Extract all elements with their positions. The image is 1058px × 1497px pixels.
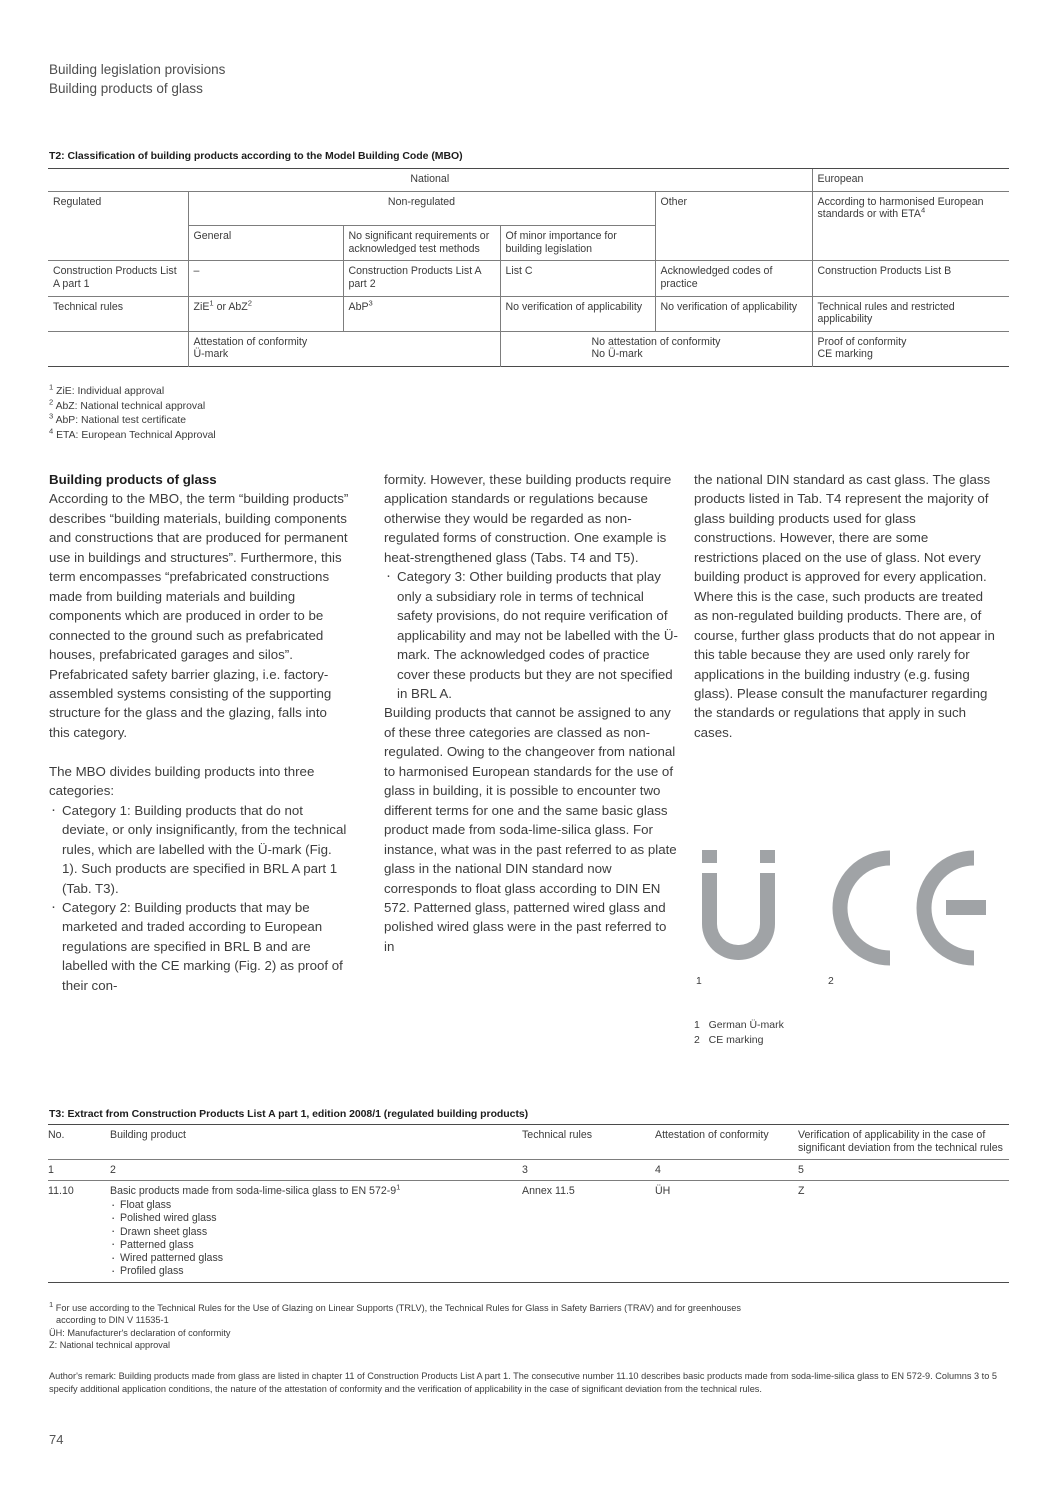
t2-footnote-text: AbZ: National technical approval: [55, 400, 206, 412]
t2-r5-c2-abz: or AbZ: [213, 300, 248, 313]
figure-legend-text: German Ü-mark: [708, 1019, 784, 1031]
t3-product-sup: 1: [396, 1182, 401, 1192]
t3-cell-product: [110, 1181, 522, 1283]
authors-remark: Author's remark: Building products made from glass are listed in chapter 11 of Construction Products List A part 1. The consecutive number 11.10 describes basic products made from soda-lime-silica glass to EN 572-9. Columns 3 to 5 specify additional application conditions, the nature of the attestation of conformity and the verification of applicability in the case of significant deviation from the technical rules.: [49, 1371, 998, 1394]
t3-footnote-1: [49, 1299, 1007, 1314]
table-t2-row-6: [48, 331, 1009, 366]
t2-regulated: Regulated: [48, 191, 188, 226]
t3-colnum-5: 5: [798, 1159, 1009, 1181]
body-paragraph: Building products that cannot be assigned to any of these three categories are classed as non-regulated. Owing to the changeover from national to harmonised European standards for the use of glass in building, it is possible to encounter two different terms for one and the same basic glass product made from soda-lime-silica glass. For instance, what was in the past referred to as plate glass in the national DIN standard now corresponds to float glass according to DIN EN 572. Patterned glass, patterned wired glass and polished wired glass were in the past referred to in: [384, 705, 677, 954]
t3-cell-no: 11.10: [48, 1181, 110, 1283]
body-paragraph: the national DIN standard as cast glass. The glass products listed in Tab. T4 represent the majority of glass building products used for glass constructions. However, there are some restrictions placed on the use of glass. Not every building product is approved for every application. Where this is the case, such products are treated as non-regulated building products. There are, of course, further glass products that do not appear in this table because they are used only rarely for applications in the building industry (e.g. fusing glass). Please consult the manufacturer regarding the standards or regulations that apply in such cases.: [694, 472, 995, 740]
list-item: · Wired patterned glass: [110, 1252, 517, 1265]
table-t2-caption: T2: Classification of building products according to the Model Building Code (MBO): [49, 150, 463, 162]
t2-footnote-text: ETA: European Technical Approval: [56, 429, 216, 441]
body-column-3: [694, 470, 996, 742]
t3-colnum-2: 2: [110, 1159, 522, 1181]
body-column-1: [49, 470, 349, 995]
body-column-2: [384, 470, 678, 956]
table-t2-row-2: [48, 191, 1009, 226]
t2-r4-c6: Construction Products List B: [812, 261, 1009, 296]
table-t2-row-5: [48, 296, 1009, 331]
table-t2: [48, 168, 1009, 367]
t2-r6-proof: [812, 331, 1009, 366]
t2-footnote-text: AbP: National test certificate: [55, 415, 187, 427]
t3-product-text: Basic products made from soda-lime-silica glass to EN 572-9: [110, 1185, 397, 1198]
t2-r6-attestation: [188, 331, 500, 366]
t3-footnote-text: For use according to the Technical Rules for the Use of Glazing on Linear Supports (TRLV), the Technical Rules for Glass in Safety Barriers (TRAV) and for greenhouses: [55, 1303, 741, 1313]
t2-footnote: [49, 382, 216, 400]
t3-colnum-3: 3: [522, 1159, 655, 1181]
t2-footnote-marker: 2: [49, 397, 54, 407]
t3-footnote-cont: according to DIN V 11535-1: [56, 1315, 169, 1326]
t3-cell-attestation: ÜH: [655, 1181, 798, 1283]
list-item: · Profiled glass: [110, 1265, 517, 1278]
t2-european-sup: 4: [920, 205, 926, 215]
table-t3-header-row: [48, 1125, 1009, 1160]
figure-number-2: 2: [828, 976, 834, 987]
t2-group-national: National: [48, 169, 812, 192]
table-t3-bottom-rule: [48, 1283, 1009, 1284]
list-item: · Patterned glass: [110, 1239, 517, 1252]
t2-footnote: [49, 426, 216, 444]
t2-r5-c2-zie: ZiE: [193, 300, 210, 313]
running-head: [49, 60, 225, 98]
t2-r3-european-blank: [812, 226, 1009, 261]
t2-r6-proof-l1: Proof of conformity: [817, 335, 907, 348]
t2-r6-no-attestation: [500, 331, 812, 366]
t2-r6-no-attestation-l1: No attestation of conformity: [591, 335, 721, 348]
figure-marks: [694, 845, 996, 1045]
t2-footnote-text: ZiE: Individual approval: [56, 386, 165, 397]
body-paragraph: The MBO divides building products into three categories:: [49, 763, 315, 799]
t3-footnote-uh: ÜH: Manufacturer's declaration of conformity: [49, 1327, 231, 1338]
t2-r6-attestation-l2: Ü-mark: [193, 348, 229, 361]
t2-r5-c1: Technical rules: [48, 296, 188, 331]
t3-colnum-4: 4: [655, 1159, 798, 1181]
t2-r5-c2-sup1: 1: [209, 298, 214, 308]
t3-header-attestation: Attestation of conformity: [655, 1125, 798, 1160]
table-t2-bottom-rule: [48, 367, 1009, 368]
figure-legend: [694, 1018, 784, 1047]
figure-legend-num: 2: [694, 1033, 700, 1046]
table-t3-number-row: [48, 1159, 1009, 1181]
t2-r3-other-blank: [655, 226, 812, 261]
figure-marks-svg: [694, 845, 996, 980]
t2-r6-no-attestation-l2: No Ü-mark: [591, 348, 643, 361]
t2-r4-c1: Construction Products List A part 1: [48, 261, 188, 296]
t2-other: Other: [655, 191, 812, 226]
section-heading: Building products of glass: [49, 472, 217, 487]
t3-header-no: No.: [48, 1125, 110, 1160]
running-head-line-2: Building products of glass: [49, 81, 203, 96]
t2-r4-c4: List C: [500, 261, 655, 296]
t2-footnote-marker: 1: [49, 382, 54, 392]
list-item: · Polished wired glass: [110, 1212, 517, 1225]
t2-r5-c2: [188, 296, 343, 331]
t2-footnote-marker: 3: [49, 411, 54, 421]
t2-general: General: [188, 226, 343, 261]
table-t2-footnotes: [49, 382, 216, 443]
t2-r4-c5: Acknowledged codes of practice: [655, 261, 812, 296]
t2-bottom-rule-cell: [48, 367, 1009, 368]
t2-r5-c6: Technical rules and restricted applicability: [812, 296, 1009, 331]
t2-non-regulated: Non-regulated: [188, 191, 655, 226]
t3-cell-technical-rules: Annex 11.5: [522, 1181, 655, 1283]
t3-product-list: [110, 1199, 517, 1278]
t2-european-desc-text: According to harmonised European standards or with ETA: [817, 195, 984, 221]
t2-r3-blank: [48, 226, 188, 261]
t2-r5-c5: No verification of applicability: [655, 296, 812, 331]
t2-r5-c3-sup: 3: [368, 298, 373, 308]
ce-e-bar: [946, 900, 986, 915]
body-paragraph: formity. However, these building products require application standards or regulations because otherwise they would be regarded as non-regulated forms of construction. One example is heat-strengthened glass (Tabs. T4 and T5).: [384, 472, 672, 565]
t2-group-european: European: [812, 169, 1009, 192]
t2-r5-c3-abp: AbP: [348, 300, 369, 313]
t3-header-product: Building product: [110, 1125, 522, 1160]
list-item: · Category 3: Other building products that play only a subsidiary role in terms of technical safety provisions, do not require verification of applicability and may not be labelled with the Ü-mark. The acknowledged codes of practice cover these products but they are not specified in BRL A.: [384, 567, 678, 703]
t3-colnum-1: 1: [48, 1159, 110, 1181]
table-row: [48, 1181, 1009, 1283]
t2-minor-importance: Of minor importance for building legislation: [500, 226, 655, 261]
table-t3-caption: T3: Extract from Construction Products List A part 1, edition 2008/1 (regulated building products): [49, 1108, 529, 1120]
t3-cell-verification: Z: [798, 1181, 1009, 1283]
list-item: · Category 1: Building products that do not deviate, or only insignificantly, from the technical rules, which are labelled with the Ü-mark (Fig. 1). Such products are specified in BRL A part 1 (Tab. T3).: [49, 801, 349, 898]
t2-european-desc: [812, 191, 1009, 226]
table-t2-row-4: [48, 261, 1009, 296]
t3-header-verification: Verification of applicability in the case of significant deviation from the technical rules: [798, 1125, 1009, 1160]
t2-r5-c3: [343, 296, 500, 331]
t2-footnote: [49, 397, 216, 415]
t2-r5-c4: No verification of applicability: [500, 296, 655, 331]
t2-r6-proof-l2: CE marking: [817, 348, 873, 361]
body-paragraph: According to the MBO, the term “building products” describes “building materials, building components and constructions that are produced for permanent use in buildings and structures”. Furthermore, this term encompasses “prefabricated constructions made from building materials and building components which are produced in order to be connected to the ground such as prefabricated houses, prefabricated garages and silos”. Prefabricated safety barrier glazing, i.e. factory-assembled systems consisting of the supporting structure for the glass and the glazing, falls into this category.: [49, 491, 349, 740]
t2-r4-c2: –: [188, 261, 343, 296]
t3-footnote-z: Z: National technical approval: [49, 1340, 171, 1351]
t2-r5-c2-sup2: 2: [247, 298, 253, 308]
running-head-line-1: Building legislation provisions: [49, 62, 226, 77]
figure-legend-row: [694, 1033, 784, 1048]
t2-r6-attestation-l1: Attestation of conformity: [193, 335, 308, 348]
figure-legend-text: CE marking: [708, 1033, 764, 1046]
table-t3: [48, 1124, 1009, 1283]
t3-header-technical-rules: Technical rules: [522, 1125, 655, 1160]
page-number: 74: [49, 1432, 64, 1447]
figure-number-1: 1: [696, 976, 702, 987]
table-t2-row-groups: [48, 169, 1009, 192]
t2-footnote: [49, 411, 216, 429]
figure-legend-row: [694, 1018, 784, 1033]
paragraph-gap: [49, 742, 349, 761]
list-item: · Float glass: [110, 1199, 517, 1212]
t2-r4-c3: Construction Products List A part 2: [343, 261, 500, 296]
t3-bottom-rule-cell: [48, 1283, 1009, 1284]
category-list: [49, 801, 349, 996]
figure-legend-num: 1: [694, 1019, 700, 1031]
table-t2-row-3: [48, 226, 1009, 261]
t2-r6-blank: [48, 331, 188, 366]
t2-no-significant: No significant requirements or acknowledged test methods: [343, 226, 500, 261]
list-item: · Drawn sheet glass: [110, 1226, 517, 1239]
t2-footnote-marker: 4: [49, 426, 54, 436]
list-item: · Category 2: Building products that may be marketed and traded according to European regulations are specified in BRL B and are labelled with the CE marking (Fig. 2) as proof of their con-: [49, 898, 349, 995]
u-umlaut-icon: [702, 850, 775, 960]
category-list: [384, 567, 678, 703]
table-t3-footnotes: [49, 1299, 1007, 1352]
t3-footnote-marker: 1: [49, 1299, 54, 1309]
